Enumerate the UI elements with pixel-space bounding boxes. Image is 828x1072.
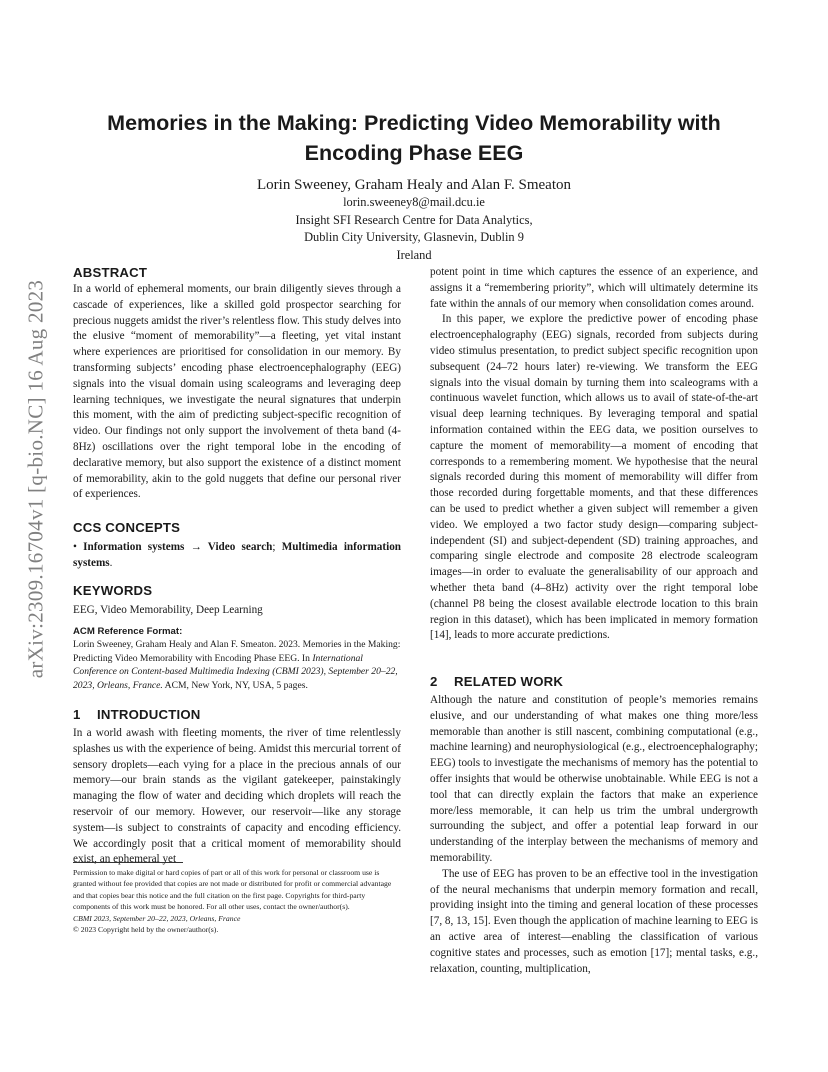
section-title: INTRODUCTION xyxy=(97,707,201,722)
abstract-heading: ABSTRACT xyxy=(73,265,148,280)
section-title: RELATED WORK xyxy=(454,674,564,689)
related-work-paragraph-2: The use of EEG has proven to be an effective tool in the investigation of the neural mechanisms that underpin memory formation and recall, providing insight into the timing and general location of these processes [7, 8, 13, 15]. Even though the application of machine learning to EEG is an active area of interest—enabling the classification of various cognitive states and processes, such as emotion [17]; mental tasks, e.g., relaxation, counting, multiplication, xyxy=(430,867,758,975)
acm-reference-text xyxy=(73,638,401,692)
affiliation-line-3: Ireland xyxy=(396,247,432,262)
ccs-concept-2: Multimedia information systems xyxy=(73,541,402,569)
ccs-separator: ; xyxy=(272,541,282,553)
abstract-section xyxy=(73,264,401,503)
affiliation-block xyxy=(60,194,768,264)
acm-reference-heading: ACM Reference Format: xyxy=(73,626,183,637)
ccs-bullet: • xyxy=(73,541,77,553)
title-line-2: Encoding Phase EEG xyxy=(304,141,524,165)
ref-citation-end: ACM, New York, NY, USA, 5 pages. xyxy=(162,679,308,691)
section-number: 2 xyxy=(430,674,438,689)
copyright-footnote xyxy=(73,867,401,935)
introduction-heading xyxy=(73,706,401,724)
permission-notice: Permission to make digital or hard copies of part or all of this work for personal or classroom use is granted without fee provided that copies are not made or distributed for profit or commercial advantage and that copies bear this notice and the full citation on the first page. Copyrights for third-party components of this work must be honored. For all other uses, contact the owner/author(s). xyxy=(73,868,392,912)
related-work-section xyxy=(430,673,758,977)
keywords-text: EEG, Video Memorability, Deep Learning xyxy=(73,604,263,616)
introduction-text: In a world awash with fleeting moments, the river of time relentlessly splashes us with the experience of being. Amidst this mercurial torrent of sensory droplets—each vying for a place in the precious annals of our memory—our brain stands as the vigilant gatekeeper, painstakingly managing the flow of water and deciding which droplets will reach the reservoir of our memory. However, our reservoir—like any storage system—is subject to constraints of capacity and encoding efficiency. We accordingly posit that a critical moment of memorability should exist, an ephemeral yet xyxy=(73,727,401,866)
paper-title xyxy=(60,108,768,168)
conference-line xyxy=(73,913,401,924)
ref-venue: International Conference on Content-based Multimedia Indexing (CBMI 2023), September 20–22, 2023, Orleans, France. xyxy=(73,652,398,691)
section-number: 1 xyxy=(73,707,81,722)
author-email: lorin.sweeney8@mail.dcu.ie xyxy=(343,195,485,209)
footnote-divider xyxy=(73,862,183,863)
keywords-section xyxy=(73,582,401,619)
introduction-continued xyxy=(430,265,758,644)
intro-paragraph-2: In this paper, we explore the predictive power of encoding phase electroencephalography (EEG) signals, recorded from subjects during video stimulus presentation, to predict subject specific recognition upon subsequent (24–72 hours later) re-viewing. We transform the EEG signals into the visual domain by turning them into scaleograms with a continuous wavelet function, which allows us to avail of state-of-the-art visual deep learning techniques. By leveraging temporal and spatial information contained within the EEG data, we position ourselves to capture the moment of memorability—a moment of encoding that corresponds to a remembering moment. We hypothesise that the neural signals recorded during this moment of memorability will differ from those recorded during forgettable moments, and that these differences can be used to predict whether a given subject will remember a given video. We employed a two factor study design—comparing subject-independent (SI) and subject-dependent (SD) training approaches, and comparing single electrode and composite 28 electrode scaleogram images—in order to evaluate the generalisability of our approach and whether theta band (4–8Hz) activity over the right temporal lobe (channel P8 being the closest available electrode location to this brain region in this dataset), which has been implicated in memory formation [14], leads to more accurate predictions. xyxy=(430,313,758,642)
ref-citation-start: Lorin Sweeney, Graham Healy and Alan F. Smeaton. 2023. Memories in the Making: Predicting Video Memorability with Encoding Phase EEG. In xyxy=(73,639,401,664)
ccs-concept-1: Information systems → Video search xyxy=(83,541,273,553)
author-list: Lorin Sweeney, Graham Healy and Alan F. Smeaton xyxy=(257,177,571,193)
arxiv-identifier: arXiv:2309.16704v1 [q-bio.NC] 16 Aug 2023 xyxy=(23,279,48,679)
ccs-section xyxy=(73,519,401,572)
abstract-text: In a world of ephemeral moments, our brain diligently sieves through a cascade of experiences, like a skilled gold prospector searching for precious nuggets amidst the river’s relentless flow. This study delves into the elusive “moment of memorability”—a fleeting, yet vital instant where experiences are prioritised for consolidation in our memory. By transforming subjects’ encoding phase electroencephalography (EEG) signals into the visual domain using scaleograms and leveraging deep learning techniques, we investigate the neural signatures that underpin this moment, with the aim of predicting subject-specific recognition of video. Our findings not only support the involvement of theta band (4-8Hz) oscillations over the right temporal lobe in the encoding of declarative memory, but also support the existence of a distinct moment of memorability, akin to the gold nuggets that define our personal river of experiences. xyxy=(73,283,401,501)
conference-name: CBMI 2023, September 20–22, 2023, Orleans, France xyxy=(73,913,241,923)
introduction-section xyxy=(73,706,401,868)
ccs-heading: CCS CONCEPTS xyxy=(73,520,181,535)
intro-paragraph-continued: potent point in time which captures the essence of an experience, and assigns it a “remembering priority”, which will ultimately determine its fate within the annals of our memory when consolidation comes around. xyxy=(430,266,758,310)
affiliation-line-1: Insight SFI Research Centre for Data Analytics, xyxy=(295,212,533,227)
ccs-end: . xyxy=(109,556,113,569)
affiliation-line-2: Dublin City University, Glasnevin, Dublin 9 xyxy=(304,230,524,244)
arxiv-sidebar xyxy=(22,264,50,694)
keywords-heading: KEYWORDS xyxy=(73,583,153,598)
related-work-paragraph-1: Although the nature and constitution of people’s memories remains elusive, and our understanding of what makes one thing more/less memorable than another is still nascent, combining computational (e.g., machine learning) and neurophysiological (e.g., electroencephalography; EEG) tools to investigate the mechanisms of memory has the potential to offer insights that would be otherwise unobtainable. While EEG is not a tool that can directly explain the factors that make an experience more/less memorable, it can help us trim the umbral undergrowth surrounding the subject, and offer a potential leap forward in our understanding of the interplay between the mechanisms of memory and memorability. xyxy=(430,694,758,864)
copyright-line: © 2023 Copyright held by the owner/author(s). xyxy=(73,925,219,935)
title-line-1: Memories in the Making: Predicting Video Memorability with xyxy=(107,111,721,135)
acm-reference xyxy=(73,625,401,692)
related-work-heading xyxy=(430,673,758,691)
ccs-concepts-text xyxy=(73,540,401,572)
